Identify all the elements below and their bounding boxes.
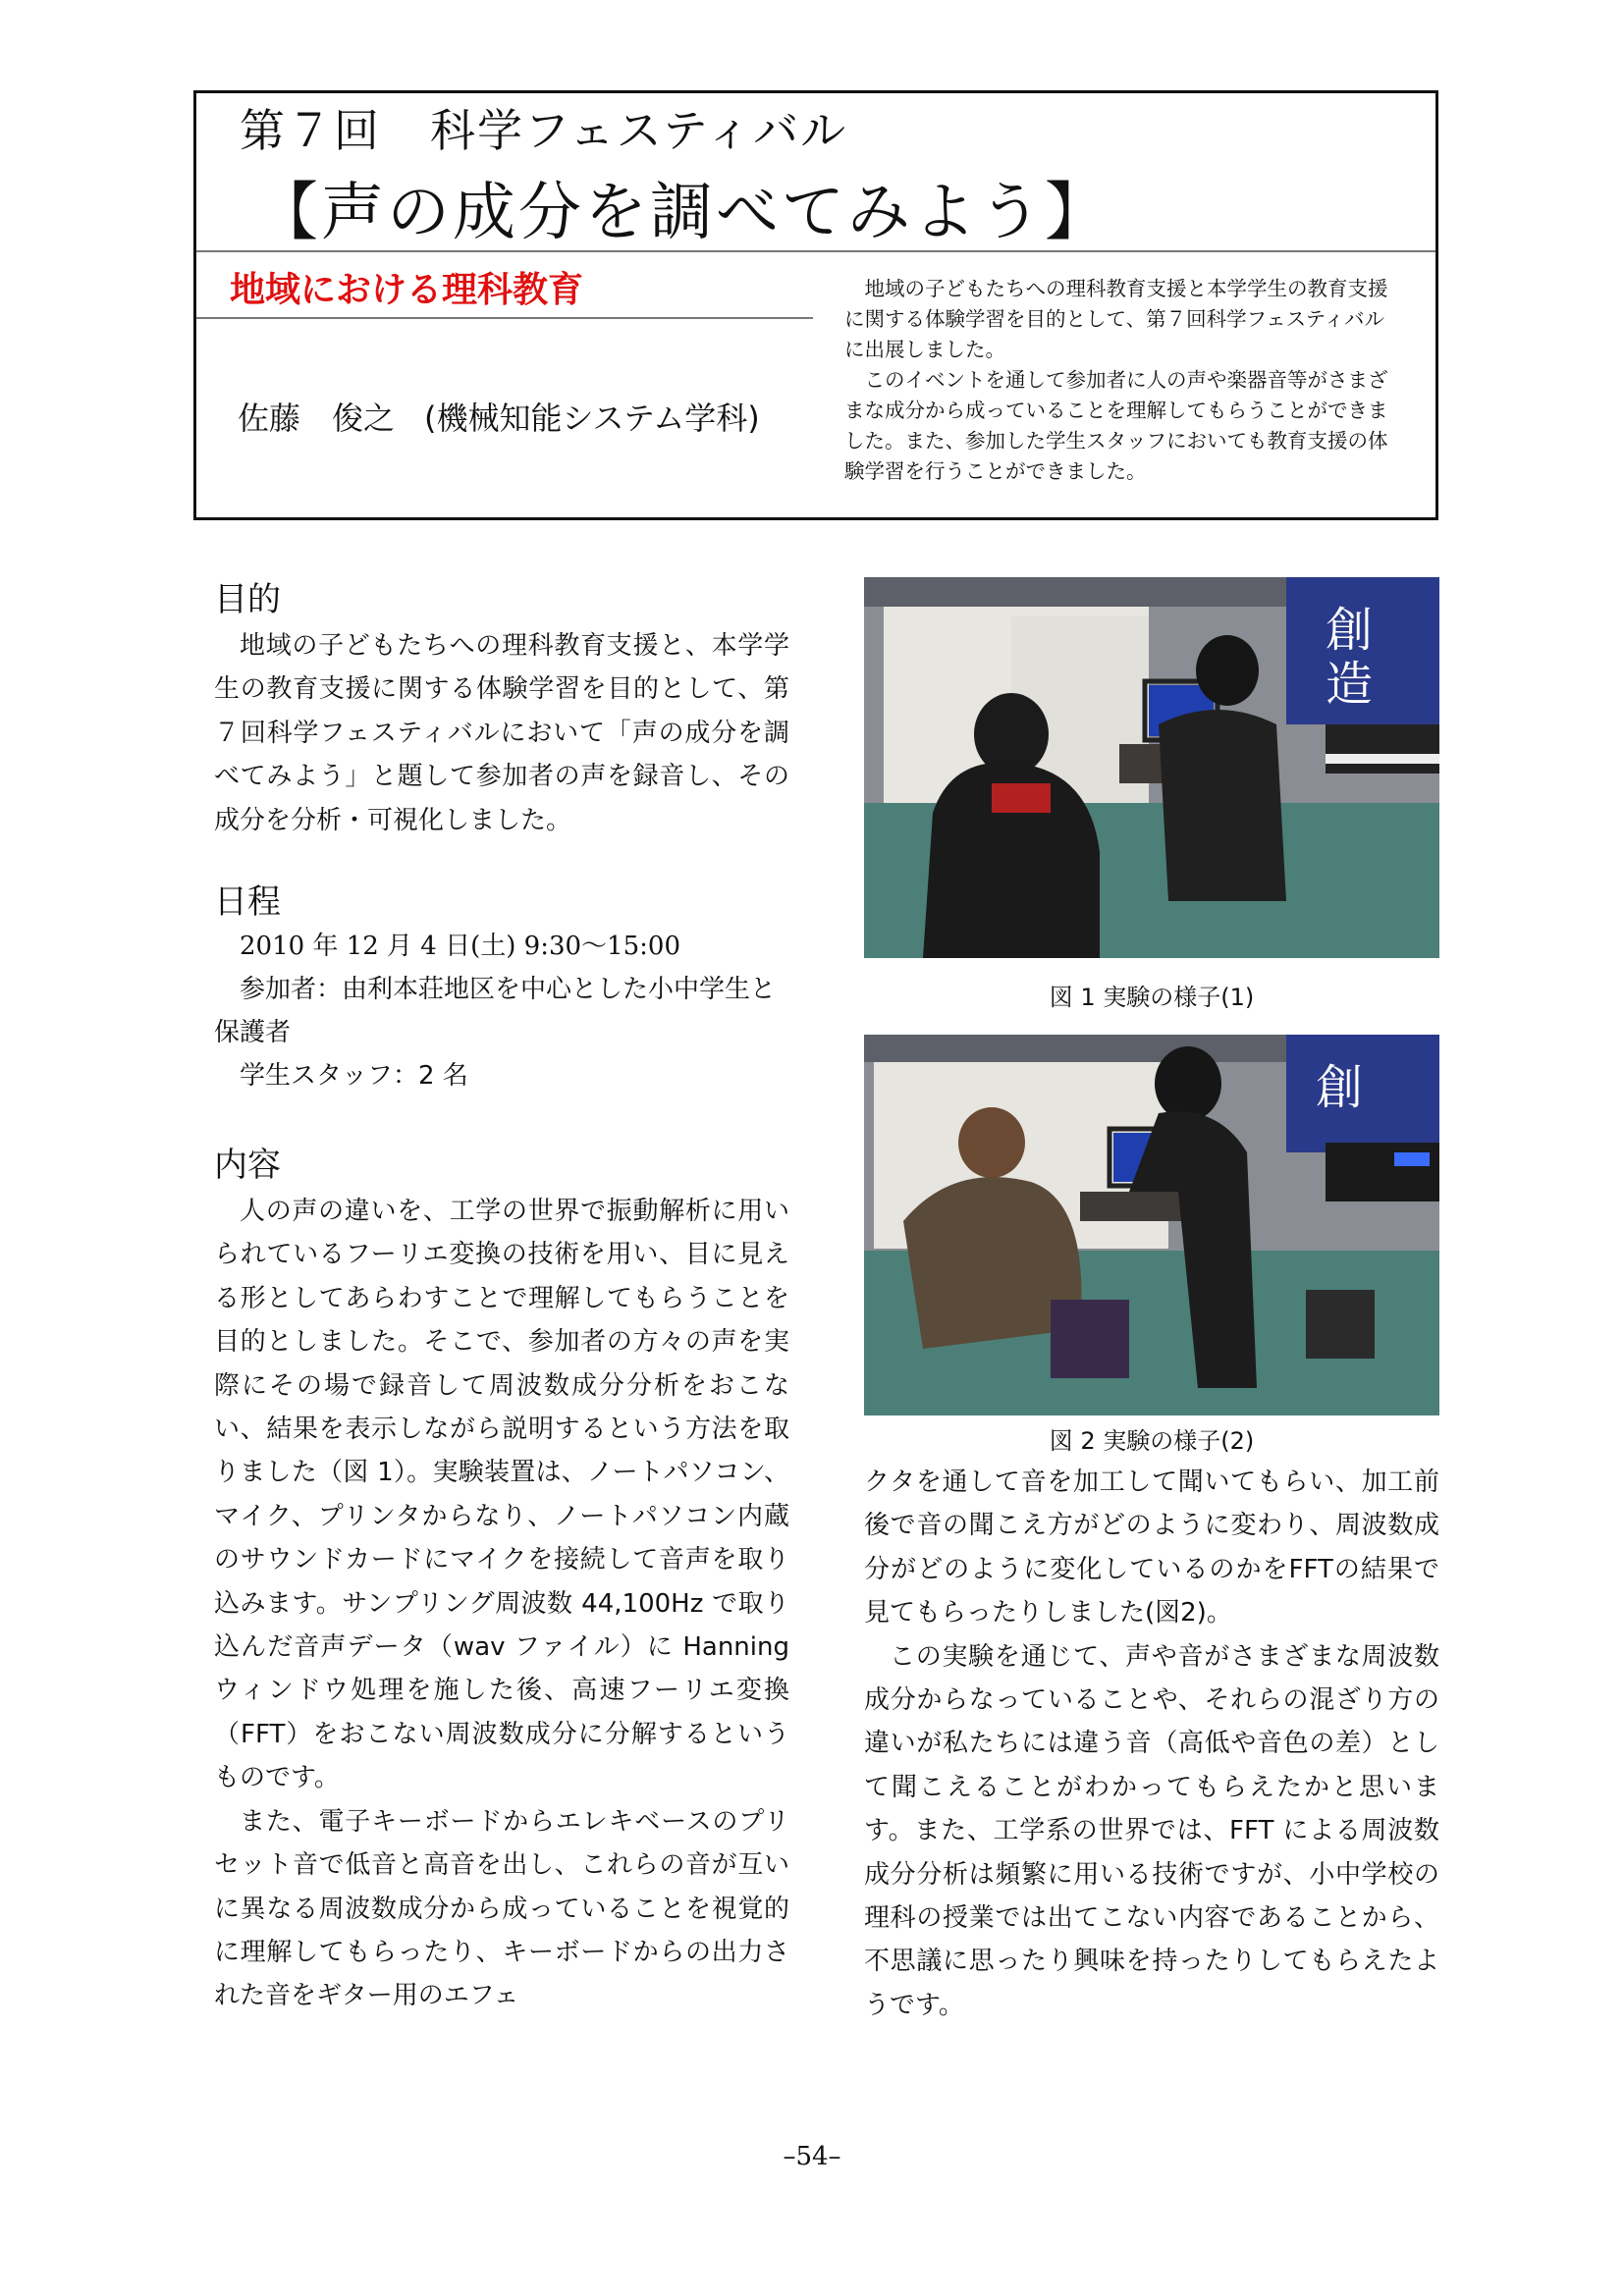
author-line — [238, 394, 760, 439]
figure-2-caption: 図 2 実験の様子(2) — [1049, 1427, 1255, 1455]
author-name: 佐藤 俊之 — [238, 400, 396, 437]
figure-1 — [864, 577, 1439, 1012]
experiment-photo-2 — [864, 1035, 1439, 1415]
abstract — [844, 274, 1404, 487]
series-name: 科学フェスティバル — [430, 104, 848, 157]
series-number: 第７回 — [240, 104, 381, 157]
section-heading: 日程 — [214, 882, 281, 922]
section-schedule — [214, 880, 789, 1097]
section-purpose — [214, 577, 789, 842]
abstract-paragraph: このイベントを通して参加者に人の声や楽器音等がさまざまな成分から成っていることを理解してもらうことができました。また、参加した学生スタッフにおいても教育支援の体験学習を行うことができました。 — [844, 368, 1388, 483]
schedule-participants: 参加者：由利本荘地区を中心とした小中学生と保護者 — [214, 975, 777, 1047]
series-title — [240, 95, 847, 160]
subtitle: 地域における理科教育 — [230, 270, 584, 310]
figure-2 — [864, 1035, 1439, 1456]
experiment-photo-1 — [864, 577, 1439, 958]
content-paragraph-2-continued: クタを通して音を加工して聞いてもらい、加工前後で音の聞こえ方がどのように変わり、周波数成分がどのように変化しているのかをFFTの結果で見てもらったりしました(図2)。 — [864, 1468, 1439, 1629]
schedule-staff: 学生スタッフ：2 名 — [240, 1061, 468, 1091]
purpose-text: 地域の子どもたちへの理科教育支援と、本学学生の教育支援に関する体験学習を目的として、第７回科学フェスティバルにおいて「声の成分を調べてみよう」と題して参加者の声を録音し、その成分を分析・可視化しました。 — [214, 631, 789, 835]
experiment-photo-2-image — [864, 1035, 1439, 1415]
svg-text:造: 造 — [1326, 657, 1374, 712]
section-content — [214, 1143, 789, 2018]
author-affiliation: (機械知能システム学科) — [424, 400, 760, 437]
title-divider — [196, 250, 1435, 252]
right-column-text — [864, 1461, 1439, 2027]
subtitle-divider — [196, 317, 813, 319]
page-title: 【声の成分を調べてみよう】 — [255, 177, 1110, 249]
section-heading: 内容 — [214, 1146, 281, 1185]
svg-text:創: 創 — [1316, 1060, 1364, 1115]
content-paragraph-2: また、電子キーボードからエレキベースのプリセット音で低音と高音を出し、これらの音が互いに異なる周波数成分から成っていることを視覚的に理解してもらったり、キーボードからの出力された音をギター用のエフェ — [214, 1806, 789, 2011]
content-paragraph-3: この実験を通じて、声や音がさまざまな周波数成分からなっていることや、それらの混ざり方の違いが私たちには違う音（高低や音色の差）として聞こえることがわかってもらえたかと思います。また、工学系の世界では、FFT による周波数成分分析は頻繁に用いる技術ですが、小中学校の理科の授業では出てこない内容であることから、不思議に思ったり興味を持ったりしてもらえたようです。 — [864, 1641, 1439, 2020]
schedule-date: 2010 年 12 月 4 日(土) 9:30〜15:00 — [240, 932, 680, 961]
content-paragraph-1: 人の声の違いを、工学の世界で振動解析に用いられているフーリエ変換の技術を用い、目に見える形としてあらわすことで理解してもらうことを目的としました。そこで、参加者の方々の声を実際にその場で録音して周波数成分分析をおこない、結果を表示しながら説明するという方法を取りました（図 1）。実験装置は、ノートパソコン、マイク、プリンタからなり、ノートパソコン内蔵のサウンドカードにマイクを接続して音声を取り込みます。サンプリング周波数 44,100Hz で取り込んだ音声データ（wav ファイル）に Hanning ウィンドウ処理を施した後、高速フーリエ変換（FFT）をおこない周波数成分に分解するというものです。 — [214, 1197, 789, 1793]
page-number: –54– — [783, 2142, 841, 2171]
experiment-photo-1-image — [864, 577, 1439, 958]
svg-text:創: 創 — [1326, 603, 1374, 658]
abstract-paragraph: 地域の子どもたちへの理科教育支援と本学学生の教育支援に関する体験学習を目的として、第７回科学フェスティバルに出展しました。 — [844, 277, 1388, 361]
figure-1-caption: 図 1 実験の様子(1) — [1049, 984, 1255, 1011]
section-heading: 目的 — [214, 580, 281, 619]
article-header — [193, 90, 1438, 520]
